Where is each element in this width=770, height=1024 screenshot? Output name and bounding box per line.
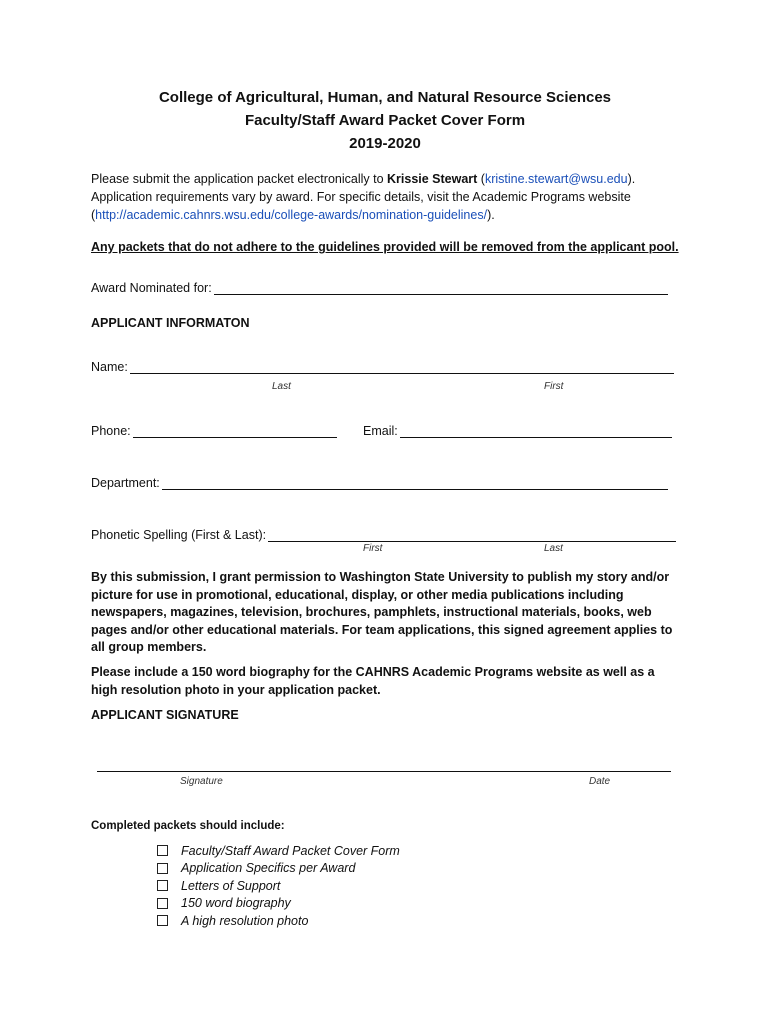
- checklist-item: A high resolution photo: [157, 912, 400, 930]
- guidelines-warning: Any packets that do not adhere to the guidelines provided will be removed from the applicant pool.: [91, 240, 679, 254]
- checklist-item: 150 word biography: [157, 895, 400, 913]
- date-caption: Date: [589, 776, 611, 787]
- phone-label: Phone:: [91, 424, 131, 438]
- guidelines-link[interactable]: http://academic.cahnrs.wsu.edu/college-awards/nomination-guidelines/: [95, 208, 488, 222]
- name-field: [91, 359, 674, 374]
- department-input[interactable]: [162, 475, 668, 490]
- department-field: [91, 475, 668, 490]
- name-label: Name:: [91, 360, 128, 374]
- applicant-information-heading: APPLICANT INFORMATON: [91, 316, 250, 330]
- checkbox[interactable]: [157, 898, 168, 909]
- college-title: College of Agricultural, Human, and Natural Resource Sciences: [158, 89, 612, 106]
- signature-date-line[interactable]: [97, 771, 671, 772]
- email-input[interactable]: [400, 423, 672, 438]
- name-first-caption: First: [544, 381, 564, 392]
- name-last-caption: Last: [272, 381, 291, 392]
- checkbox[interactable]: [157, 863, 168, 874]
- phonetic-spelling-input[interactable]: [268, 527, 676, 542]
- checklist-item: Faculty/Staff Award Packet Cover Form: [157, 842, 400, 860]
- department-label: Department:: [91, 476, 160, 490]
- phone-input[interactable]: [133, 423, 337, 438]
- requirements-note: Application requirements vary by award. For specific details, visit the Academic Programs website: [91, 190, 631, 204]
- contact-name: Krissie Stewart: [387, 172, 478, 186]
- publication-permission-text: By this submission, I grant permission to Washington State University to publish my story and/or picture for use in promotional, educational, display, or other media publications including newspapers, magazines, television, brochures, pamphlets, instructional materials, books, web pages and/or other educational materials. For team applications, this signed agreement applies to all group members.: [91, 570, 673, 654]
- phonetic-spelling-field: [91, 527, 676, 542]
- signature-caption: Signature: [180, 776, 223, 787]
- email-field: [363, 423, 672, 438]
- checkbox[interactable]: [157, 880, 168, 891]
- phonetic-spelling-label: Phonetic Spelling (First & Last):: [91, 528, 267, 542]
- applicant-signature-heading: APPLICANT SIGNATURE: [91, 708, 239, 722]
- name-input[interactable]: [130, 359, 674, 374]
- packet-checklist: [157, 842, 400, 930]
- checklist-item: Application Specifics per Award: [157, 860, 400, 878]
- completed-packets-heading: Completed packets should include:: [91, 820, 285, 832]
- phonetic-first-caption: First: [363, 543, 383, 554]
- form-title: Faculty/Staff Award Packet Cover Form: [244, 112, 526, 129]
- award-nominated-label: Award Nominated for:: [91, 281, 212, 295]
- checkbox[interactable]: [157, 845, 168, 856]
- award-nominated-field: [91, 280, 668, 295]
- checkbox[interactable]: [157, 915, 168, 926]
- checklist-item: Letters of Support: [157, 877, 400, 895]
- submission-instructions: Please submit the application packet electronically to Krissie Stewart (kristine.stewart@wsu.edu). Application requirements vary by award. For specific details, visit the Academic Programs website (http://academic.cahnrs.wsu.edu/college-awards/nomination-guidelines/).: [91, 170, 691, 224]
- biography-instructions: Please include a 150 word biography for the CAHNRS Academic Programs website as well as a high resolution photo in your application packet.: [91, 665, 655, 697]
- phone-field: [91, 423, 337, 438]
- email-label: Email:: [363, 424, 398, 438]
- phonetic-last-caption: Last: [544, 543, 563, 554]
- contact-email-link[interactable]: kristine.stewart@wsu.edu: [484, 172, 628, 186]
- academic-year: 2019-2020: [349, 135, 421, 152]
- award-nominated-input[interactable]: [214, 280, 668, 295]
